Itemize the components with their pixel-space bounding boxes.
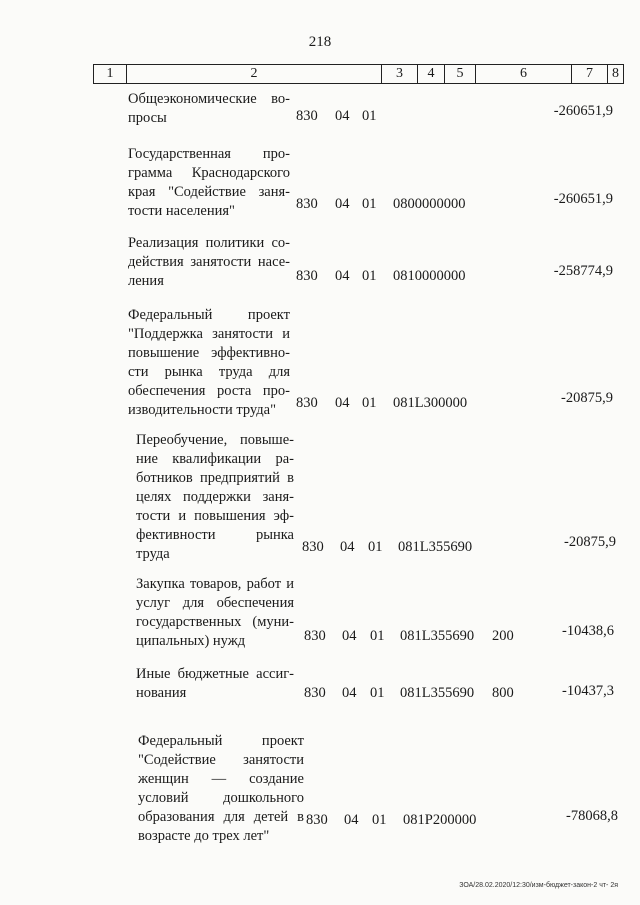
row-code-4: 04 bbox=[344, 812, 359, 828]
header-cell-8: 8 bbox=[607, 65, 623, 83]
row-name-line: Переобучение, повыше- bbox=[136, 432, 294, 448]
row-amount: -260651,9 bbox=[553, 103, 613, 119]
row-amount: -10438,6 bbox=[562, 623, 614, 639]
row-code-5: 01 bbox=[370, 628, 385, 644]
header-cell-5: 5 bbox=[444, 65, 475, 83]
row-amount: -20875,9 bbox=[564, 534, 616, 550]
document-footer-stamp: ЗОА/28.02.2020/12:30/изм-бюджет-закон-2 чт- 2я bbox=[459, 882, 618, 889]
row-code-3: 830 bbox=[304, 628, 326, 644]
row-name-line: тости и повышения эф- bbox=[136, 508, 294, 524]
row-name bbox=[128, 145, 290, 221]
row-name-line: фективности рынка bbox=[136, 527, 294, 543]
row-name-line: Закупка товаров, работ и bbox=[136, 576, 294, 592]
page-number: 218 bbox=[308, 34, 332, 50]
row-code-3: 830 bbox=[302, 539, 324, 555]
header-cell-3: 3 bbox=[381, 65, 417, 83]
row-name-text bbox=[128, 234, 290, 291]
row-code-7: 800 bbox=[492, 685, 514, 701]
row-code-6: 081L355690 bbox=[400, 685, 475, 701]
row-name-line: труда bbox=[136, 546, 170, 562]
row-name bbox=[136, 431, 294, 564]
row-name-line: нования bbox=[136, 685, 187, 701]
row-code-3: 830 bbox=[296, 268, 318, 284]
row-name-line: ципальных) нужд bbox=[136, 633, 246, 649]
row-name-line: обеспечения роста про- bbox=[128, 383, 290, 399]
row-name-line: целях поддержки заня- bbox=[136, 489, 294, 505]
row-name-line: повышение эффективно- bbox=[128, 345, 290, 361]
row-code-6: 081L355690 bbox=[400, 628, 475, 644]
row-code-4: 04 bbox=[335, 395, 350, 411]
row-name-line: образования для детей в bbox=[138, 809, 304, 825]
row-code-5: 01 bbox=[372, 812, 387, 828]
row-code-4: 04 bbox=[335, 196, 350, 212]
row-name bbox=[136, 665, 294, 703]
row-name-line: государственных (муни- bbox=[136, 614, 294, 630]
row-name-text bbox=[136, 575, 294, 651]
row-code-6: 081P200000 bbox=[403, 812, 477, 828]
row-name bbox=[128, 234, 290, 291]
row-code-6: 0800000000 bbox=[393, 196, 466, 212]
row-name-text bbox=[136, 665, 294, 703]
row-name bbox=[128, 90, 290, 128]
row-name-line: ботников предприятий в bbox=[136, 470, 294, 486]
row-name-line: женщин — создание bbox=[138, 771, 304, 787]
header-cell-1: 1 bbox=[106, 66, 114, 81]
row-name-line: грамма Краснодарского bbox=[128, 165, 290, 181]
row-amount: -260651,9 bbox=[553, 191, 613, 207]
row-name-line: сти рынка труда для bbox=[128, 364, 290, 380]
header-cell-7: 7 bbox=[571, 65, 607, 83]
row-name-line: Государственная про- bbox=[128, 146, 290, 162]
header-cell-6: 6 bbox=[475, 65, 571, 83]
row-name-line: тости населения" bbox=[128, 203, 235, 219]
row-code-3: 830 bbox=[296, 108, 318, 124]
row-code-3: 830 bbox=[304, 685, 326, 701]
row-name-line: действия занятости насе- bbox=[128, 254, 290, 270]
row-code-5: 01 bbox=[362, 395, 377, 411]
row-code-4: 04 bbox=[335, 108, 350, 124]
row-name-line: ления bbox=[128, 273, 164, 289]
row-name-line: услуг для обеспечения bbox=[136, 595, 294, 611]
row-name-line: Иные бюджетные ассиг- bbox=[136, 666, 294, 682]
row-code-3: 830 bbox=[306, 812, 328, 828]
row-name-text bbox=[138, 732, 304, 846]
row-code-6: 081L300000 bbox=[393, 395, 468, 411]
row-name-line: Общеэкономические во- bbox=[128, 91, 290, 107]
row-name-text bbox=[136, 431, 294, 564]
row-name-line: ние квалификации ра- bbox=[136, 451, 294, 467]
row-name-text bbox=[128, 90, 290, 128]
row-code-6: 0810000000 bbox=[393, 268, 466, 284]
row-code-5: 01 bbox=[362, 108, 377, 124]
row-code-3: 830 bbox=[296, 395, 318, 411]
row-code-4: 04 bbox=[342, 628, 357, 644]
row-name-text bbox=[128, 306, 290, 420]
row-code-5: 01 bbox=[368, 539, 383, 555]
row-code-4: 04 bbox=[335, 268, 350, 284]
row-name-line: "Поддержка занятости и bbox=[128, 326, 290, 342]
row-name-line: края "Содействие заня- bbox=[128, 184, 290, 200]
row-name-line: Федеральный проект bbox=[138, 733, 304, 749]
table-header-row bbox=[93, 64, 624, 84]
row-code-6: 081L355690 bbox=[398, 539, 473, 555]
row-name bbox=[136, 575, 294, 651]
row-amount: -258774,9 bbox=[553, 263, 613, 279]
row-name-text bbox=[128, 145, 290, 221]
row-code-4: 04 bbox=[340, 539, 355, 555]
row-name bbox=[128, 306, 290, 420]
header-cell-4: 4 bbox=[417, 65, 444, 83]
row-amount: -10437,3 bbox=[562, 683, 614, 699]
row-code-4: 04 bbox=[342, 685, 357, 701]
row-code-5: 01 bbox=[362, 268, 377, 284]
row-code-5: 01 bbox=[370, 685, 385, 701]
row-name-line: Федеральный проект bbox=[128, 307, 290, 323]
row-name-line: возрасте до трех лет" bbox=[138, 828, 270, 844]
row-name-line: Реализация политики со- bbox=[128, 235, 290, 251]
row-name-line: "Содействие занятости bbox=[138, 752, 304, 768]
row-code-5: 01 bbox=[362, 196, 377, 212]
row-name-line: просы bbox=[128, 110, 167, 126]
row-name-line: условий дошкольного bbox=[138, 790, 304, 806]
row-amount: -78068,8 bbox=[566, 808, 618, 824]
row-name-line: изводительности труда" bbox=[128, 402, 276, 418]
header-cell-2: 2 bbox=[126, 65, 381, 83]
row-code-7: 200 bbox=[492, 628, 514, 644]
row-code-3: 830 bbox=[296, 196, 318, 212]
row-amount: -20875,9 bbox=[561, 390, 613, 406]
row-name bbox=[138, 732, 304, 846]
